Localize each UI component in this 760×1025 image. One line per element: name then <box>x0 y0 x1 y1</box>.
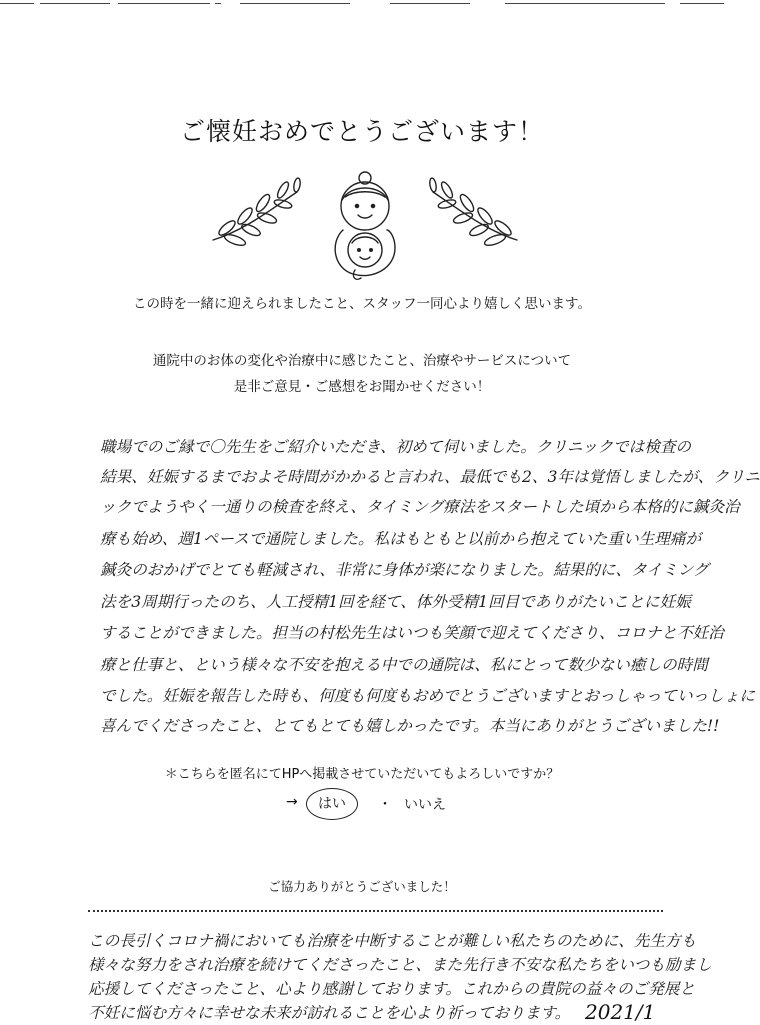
reply-date: 2021/1 <box>585 1000 656 1024</box>
mother-and-baby-with-laurel-branches-icon <box>205 170 525 285</box>
choice-separator: ・ <box>378 797 392 813</box>
comment-line: 喜んでくださったこと、とてもとても嬉しかったです。本当にありがとうございました!! <box>100 717 720 735</box>
dotted-divider <box>88 910 663 920</box>
left-laurel-icon <box>213 178 301 248</box>
yes-option-circled[interactable]: はい <box>306 788 358 820</box>
publish-choice <box>0 788 724 824</box>
comment-line: 療と仕事と、という様々な不安を抱える中での通院は、私にとって数少ない癒しの時間 <box>100 656 708 674</box>
arrow-icon: → <box>286 794 298 810</box>
reply-line: 不妊に悩む方々に幸せな未来が訪れることを心より祈っております。 <box>88 1004 571 1022</box>
page-title: ご懐妊おめでとうございます！ <box>179 117 544 146</box>
right-laurel-icon <box>429 178 517 248</box>
intro-text: この時を一緒に迎えられましたこと、スタッフ一同心より嬉しく思います。 <box>133 296 591 312</box>
comment-line: 職場でのご縁で〇先生をご紹介いただき、初めて伺いました。クリニックでは検査の <box>100 438 692 456</box>
request-line-1: 通院中のお体の変化や治療中に感じたこと、治療やサービスについて <box>152 353 572 369</box>
reply-line: 様々な努力をされ治療を続けてくださったこと、また先行き不安な私たちをいつも励まし <box>88 956 712 974</box>
comment-line: でした。妊娠を報告した時も、何度も何度もおめでとうございますとおっしゃっていっしょに <box>100 687 755 705</box>
thanks-text: ご協力ありがとうございました！ <box>268 879 456 894</box>
comment-line: 結果、妊娠するまでおよそ時間がかかると言われ、最低でも2、3年は覚悟しましたが、クリニ <box>100 468 760 486</box>
request-line-2: 是非ご意見・ご感想をお聞かせください！ <box>233 379 491 395</box>
mother-baby-icon <box>335 172 395 279</box>
publish-question: ＊こちらを匿名にてHPへ掲載させていただいてもよろしいですか？ <box>164 767 560 782</box>
comment-line: ックでようやく一通りの検査を終え、タイミング療法をスタートした頃から本格的に鍼灸治 <box>100 498 740 516</box>
reply-line: 応援してくださったこと、心より感謝しております。これからの貴院の益々のご発展と <box>88 980 695 998</box>
comment-line: 療も始め、週1ペースで通院しました。私はもともと以前から抱えていた重い生理痛が <box>100 530 702 548</box>
top-border <box>0 3 724 5</box>
comment-line: 法を3周期行ったのち、人工授精1回を経て、体外受精1回目でありがたいことに妊娠 <box>100 593 691 611</box>
reply-line: この長引くコロナ禍においても治療を中断することが難しい私たちのために、先生方も <box>88 932 697 950</box>
handwritten-comment <box>100 432 760 752</box>
comment-line: 鍼灸のおかげでとても軽減され、非常に身体が楽になりました。結果的に、タイミング <box>100 561 709 579</box>
no-option[interactable]: いいえ <box>404 797 446 813</box>
comment-line: することができました。担当の村松先生はいつも笑顔で迎えてくださり、コロナと不妊治 <box>100 624 724 642</box>
